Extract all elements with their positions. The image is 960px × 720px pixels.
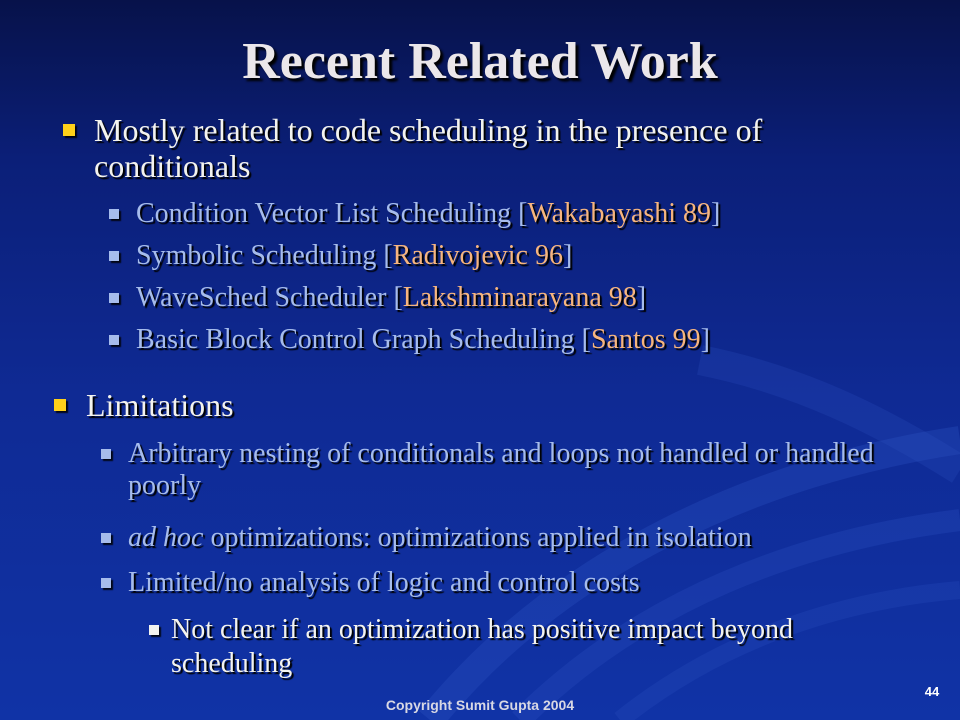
footer-copyright: Copyright Sumit Gupta 2004	[385, 697, 575, 713]
section-2-subitem-1-bullet	[149, 625, 159, 635]
page-number: 44	[924, 684, 940, 699]
citation-wakabayashi: Wakabayashi 89	[527, 198, 712, 229]
section-1-item-3-bullet	[109, 293, 119, 303]
section-1-item-2-bullet	[109, 251, 119, 261]
section-1-item-3-text: WaveSched Scheduler	[136, 282, 394, 313]
citation-open-bracket: [	[581, 324, 591, 355]
citation-close-bracket: ]	[711, 198, 721, 229]
section-2-item-3-text: Limited/no analysis of logic and control costs	[128, 567, 640, 598]
section-1-item-4-bullet	[109, 335, 119, 345]
citation-open-bracket: [	[393, 282, 403, 313]
citation-open-bracket: [	[518, 198, 528, 229]
citation-santos: Santos 99	[590, 324, 701, 355]
citation-open-bracket: [	[383, 240, 393, 271]
section-2-item-2-italic: ad hoc	[128, 522, 204, 553]
section-1-item-4-text: Basic Block Control Graph Scheduling	[136, 324, 582, 355]
citation-close-bracket: ]	[562, 240, 573, 271]
section-2-heading-text: Limitations	[86, 387, 234, 423]
section-2-item-1-text: Arbitrary nesting of conditionals and loops not handled or handled poorly	[128, 438, 874, 501]
section-1-item-2	[136, 240, 936, 272]
citation-lakshminarayana: Lakshminarayana 98	[402, 282, 637, 313]
slide-title: Recent Related Work	[242, 33, 718, 90]
section-2-item-2-bullet	[101, 533, 111, 543]
section-1-item-3	[136, 282, 936, 314]
section-2-item-3-bullet	[101, 578, 111, 588]
section-1-item-1-text: Condition Vector List Scheduling	[136, 198, 519, 229]
section-2-item-1	[128, 438, 888, 502]
section-2-subitem-1	[171, 613, 891, 681]
section-2-item-3	[128, 567, 928, 599]
section-2-item-2	[128, 522, 928, 554]
section-1-item-2-text: Symbolic Scheduling	[136, 240, 384, 271]
citation-close-bracket: ]	[700, 324, 710, 355]
section-2-item-2-text: optimizations: optimizations applied in isolation	[203, 522, 752, 553]
section-1-bullet	[63, 124, 75, 136]
section-2-item-1-bullet	[101, 449, 111, 459]
section-2-heading	[86, 387, 886, 423]
section-1-item-4	[136, 324, 936, 356]
section-1-heading	[94, 112, 894, 184]
section-2-subitem-1-text: Not clear if an optimization has positive impact beyond scheduling	[171, 614, 794, 679]
citation-radivojevic: Radivojevic 96	[392, 240, 563, 271]
section-1-item-1	[136, 198, 936, 230]
section-1-heading-text: Mostly related to code scheduling in the presence of conditionals	[94, 112, 763, 184]
section-1-item-1-bullet	[109, 209, 119, 219]
citation-close-bracket: ]	[636, 282, 647, 313]
section-2-bullet	[54, 399, 66, 411]
